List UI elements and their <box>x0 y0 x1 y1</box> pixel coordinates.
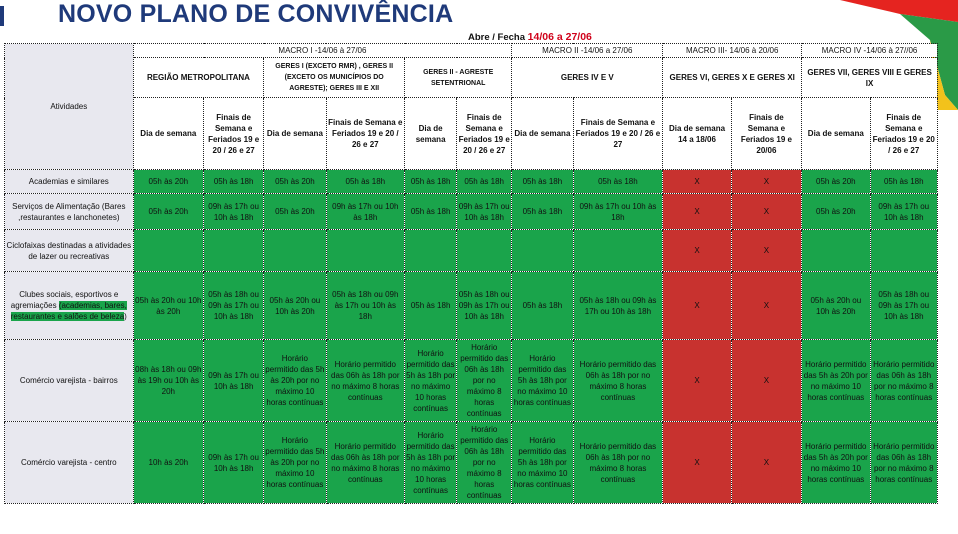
macro-header: MACRO I -14/06 à 27/06 <box>133 44 512 58</box>
schedule-table <box>4 43 938 504</box>
schedule-cell: Horário permitido das 5h às 20h por no máximo 10 horas contínuas <box>264 422 326 504</box>
schedule-cell <box>405 230 457 272</box>
subcolumn-header: Finais de Semana e Feriados 19 e 20 / 26 e 27 <box>457 98 512 170</box>
schedule-cell: 05h às 18h ou 09h às 17h ou 10h às 18h <box>870 272 938 340</box>
closed-cell: X <box>731 272 801 340</box>
schedule-cell: Horário permitido das 06h às 18h por no máximo 8 horas contínuas <box>457 422 512 504</box>
schedule-cell: 09h às 17h ou 10h às 18h <box>204 422 264 504</box>
open-close-dates <box>468 31 592 43</box>
schedule-cell: 05h às 18h <box>512 170 573 194</box>
schedule-cell: Horário permitido das 5h às 20h por no máximo 10 horas contínuas <box>802 340 870 422</box>
subcolumn-header: Finais de Semana e Feriados 19 e 20 / 26 e 27 <box>204 98 264 170</box>
activity-label: Serviços de Alimentação (Bares ,restaurantes e lanchonetes) <box>5 194 134 230</box>
subcolumn-header: Dia de semana <box>802 98 870 170</box>
schedule-cell: 05h às 18h <box>870 170 938 194</box>
schedule-cell: 05h às 20h <box>264 170 326 194</box>
subcolumn-header: Dia de semana <box>512 98 573 170</box>
schedule-cell: 05h às 18h <box>405 194 457 230</box>
table-row <box>5 272 938 340</box>
schedule-cell: 08h às 18h ou 09h às 19h ou 10h às 20h <box>133 340 203 422</box>
schedule-cell: 09h às 17h ou 10h às 18h <box>204 340 264 422</box>
schedule-cell: 05h às 18h ou 09h às 17h ou 10h às 18h <box>204 272 264 340</box>
closed-cell: X <box>663 230 731 272</box>
subcolumn-header: Dia de semana <box>264 98 326 170</box>
schedule-cell: Horário permitido das 5h às 20h por no máximo 10 horas contínuas <box>802 422 870 504</box>
table-row <box>5 230 938 272</box>
schedule-cell <box>870 230 938 272</box>
abre-fecha-dates: 14/06 a 27/06 <box>527 31 592 43</box>
region-header: GERES VI, GERES X E GERES XI <box>663 58 802 98</box>
schedule-cell: Horário permitido das 06h às 18h por no máximo 8 horas contínuas <box>870 340 938 422</box>
schedule-cell: 05h às 18h <box>512 272 573 340</box>
closed-cell: X <box>731 170 801 194</box>
schedule-cell: 09h às 17h ou 10h às 18h <box>326 194 405 230</box>
subcolumn-header: Finais de Semana e Feriados 19 e 20 / 26 e 27 <box>573 98 663 170</box>
schedule-cell: 05h às 20h <box>133 194 203 230</box>
schedule-cell: Horário permitido das 06h às 18h por no máximo 8 horas contínuas <box>573 340 663 422</box>
schedule-cell <box>457 230 512 272</box>
macro-header: MACRO II -14/06 a 27/06 <box>512 44 663 58</box>
region-header: GERES VII, GERES VIII E GERES IX <box>802 58 938 98</box>
schedule-cell: 05h às 20h <box>802 170 870 194</box>
region-header: GERES IV E V <box>512 58 663 98</box>
table-row <box>5 194 938 230</box>
schedule-cell: 05h às 18h <box>405 272 457 340</box>
table-row <box>5 340 938 422</box>
schedule-cell <box>802 230 870 272</box>
activity-label: Comércio varejista - centro <box>5 422 134 504</box>
schedule-cell: 05h às 18h ou 09h às 17h ou 10h às 18h <box>573 272 663 340</box>
closed-cell: X <box>731 194 801 230</box>
region-header: REGIÃO METROPOLITANA <box>133 58 264 98</box>
left-corner-shape <box>0 0 10 30</box>
activity-label-end: ) <box>124 312 127 321</box>
page-title: NOVO PLANO DE CONVIVÊNCIA <box>58 0 454 28</box>
subcolumn-header: Finais de Semana e Feriados 19 e 20 / 26 e 27 <box>326 98 405 170</box>
schedule-cell: Horário permitido das 5h às 18h por no máximo 10 horas contínuas <box>405 340 457 422</box>
schedule-cell: 05h às 18h ou 09h às 17h ou 10h às 18h <box>457 272 512 340</box>
activity-label <box>5 272 134 340</box>
closed-cell: X <box>731 422 801 504</box>
schedule-cell: 05h às 18h <box>512 194 573 230</box>
schedule-cell: 05h às 20h <box>264 194 326 230</box>
schedule-cell: Horário permitido das 06h às 18h por no máximo 8 horas contínuas <box>457 340 512 422</box>
schedule-cell: 09h às 17h ou 10h às 18h <box>870 194 938 230</box>
schedule-cell: 05h às 18h <box>573 170 663 194</box>
schedule-cell: Horário permitido das 5h às 20h por no máximo 10 horas contínuas <box>264 340 326 422</box>
schedule-cell: 05h às 18h <box>204 170 264 194</box>
schedule-cell <box>133 230 203 272</box>
schedule-cell: 10h às 20h <box>133 422 203 504</box>
region-header: GERES II - AGRESTE SETENTRIONAL <box>405 58 512 98</box>
subcolumn-header: Finais de Semana e Feriados 19 e 20 / 26 e 27 <box>870 98 938 170</box>
activity-label: Academias e similares <box>5 170 134 194</box>
closed-cell: X <box>731 230 801 272</box>
schedule-cell: Horário permitido das 5h às 18h por no máximo 10 horas contínuas <box>405 422 457 504</box>
schedule-cell: 09h às 17h ou 10h às 18h <box>204 194 264 230</box>
schedule-cell: 05h às 20h <box>802 194 870 230</box>
schedule-cell <box>512 230 573 272</box>
schedule-cell: 05h às 18h <box>326 170 405 194</box>
schedule-cell <box>326 230 405 272</box>
schedule-cell: Horário permitido das 5h às 18h por no máximo 10 horas contínuas <box>512 422 573 504</box>
subcolumn-header: Dia de semana <box>133 98 203 170</box>
schedule-cell: Horário permitido das 06h às 18h por no máximo 8 horas contínuas <box>326 422 405 504</box>
activity-label: Comércio varejista - bairros <box>5 340 134 422</box>
schedule-cell: 09h às 17h ou 10h às 18h <box>457 194 512 230</box>
schedule-cell: Horário permitido das 06h às 18h por no máximo 8 horas contínuas <box>326 340 405 422</box>
schedule-cell: 05h às 20h ou 10h às 20h <box>802 272 870 340</box>
schedule-cell: 05h às 18h ou 09h às 17h ou 10h às 18h <box>326 272 405 340</box>
closed-cell: X <box>663 340 731 422</box>
schedule-cell <box>573 230 663 272</box>
activity-label: Ciclofaixas destinadas a atividades de lazer ou recreativas <box>5 230 134 272</box>
closed-cell: X <box>731 340 801 422</box>
schedule-cell <box>264 230 326 272</box>
schedule-cell: 05h às 20h ou 10h às 20h <box>264 272 326 340</box>
schedule-cell: 05h às 20h ou 10h às 20h <box>133 272 203 340</box>
subcolumn-header: Dia de semana <box>405 98 457 170</box>
closed-cell: X <box>663 170 731 194</box>
table-row <box>5 422 938 504</box>
region-header: GERES I (EXCETO RMR) , GERES II (EXCETO OS MUNICÍPIOS DO AGRESTE); GERES III E XII <box>264 58 405 98</box>
schedule-cell: 09h às 17h ou 10h às 18h <box>573 194 663 230</box>
activity-label-text: Clubes sociais, esportivos e agremiações <box>10 290 119 310</box>
closed-cell: X <box>663 422 731 504</box>
macro-header: MACRO III- 14/06 à 20/06 <box>663 44 802 58</box>
schedule-cell: 05h às 18h <box>457 170 512 194</box>
schedule-cell: 05h às 18h <box>405 170 457 194</box>
table-row <box>5 170 938 194</box>
subcolumn-header: Dia de semana 14 a 18/06 <box>663 98 731 170</box>
closed-cell: X <box>663 194 731 230</box>
schedule-cell: Horário permitido das 5h às 18h por no máximo 10 horas contínuas <box>512 340 573 422</box>
activity-label-highlight: (academias, bares, restaurantes e salões de beleza <box>10 301 127 321</box>
schedule-cell: Horário permitido das 06h às 18h por no máximo 8 horas contínuas <box>870 422 938 504</box>
atividades-header: Atividades <box>5 44 134 170</box>
schedule-cell: Horário permitido das 06h às 18h por no máximo 8 horas contínuas <box>573 422 663 504</box>
closed-cell: X <box>663 272 731 340</box>
abre-fecha-label: Abre / Fecha <box>468 32 526 43</box>
subcolumn-header: Finais de Semana e Feriados 19 e 20/06 <box>731 98 801 170</box>
schedule-cell <box>204 230 264 272</box>
schedule-cell: 05h às 20h <box>133 170 203 194</box>
macro-header: MACRO IV -14/06 à 27//06 <box>802 44 938 58</box>
